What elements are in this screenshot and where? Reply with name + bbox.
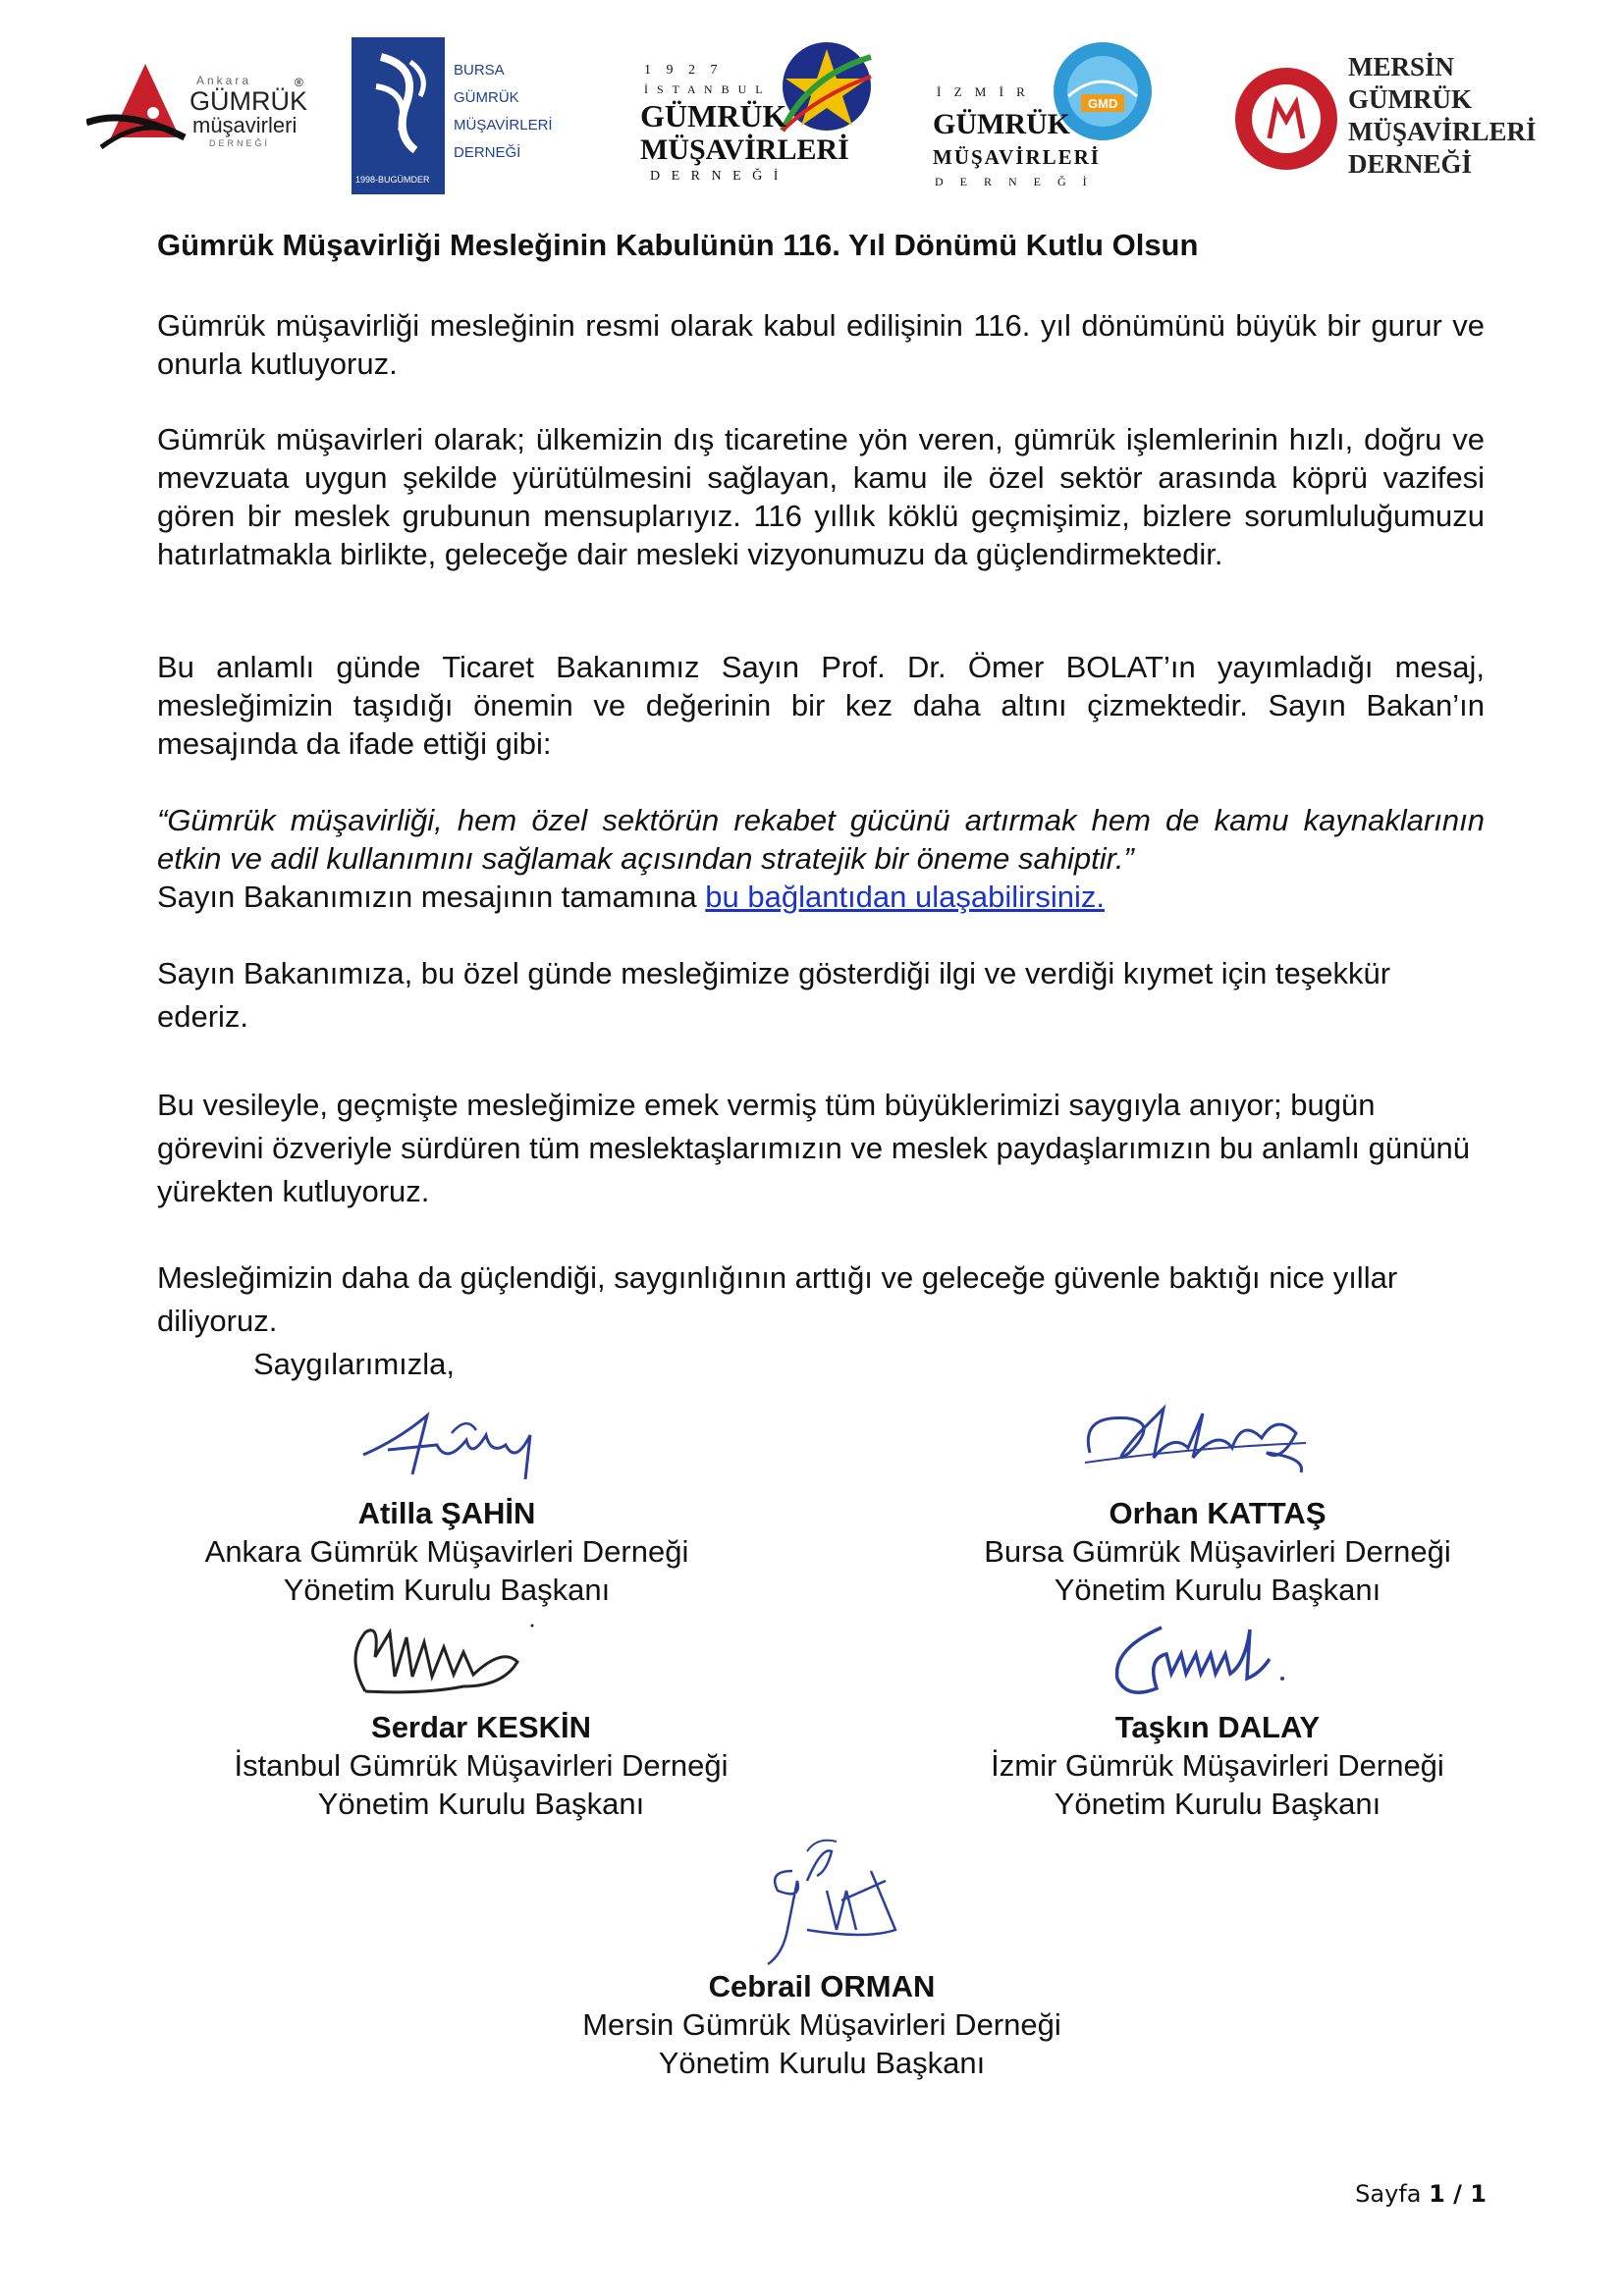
mersin-logo: [1232, 37, 1537, 194]
mersin-line-3: MÜŞAVİRLERİ: [1348, 117, 1537, 146]
letter-title: Gümrük Müşavirliği Mesleğinin Kabulünün 116. Yıl Dönümü Kutlu Olsun: [157, 228, 1199, 262]
signatory-name: Taşkın DALAY: [1114, 1710, 1321, 1744]
ankara-small-text: Ankara: [196, 74, 252, 87]
paragraph-7: Mesleğimizin daha da güçlendiği, saygınlığının arttığı ve geleceğe güvenle baktığı nice yıllar diliyoruz.: [157, 1260, 1398, 1338]
signatory-role: Yönetim Kurulu Başkanı: [1054, 1787, 1381, 1821]
signatory-org: Bursa Gümrük Müşavirleri Derneği: [984, 1534, 1451, 1569]
paragraph-5: Sayın Bakanımıza, bu özel günde mesleğimize gösterdiği ilgi ve verdiği kıymet için teşekkür ederiz.: [157, 956, 1391, 1034]
istanbul-line-1: GÜMRÜK: [640, 98, 787, 133]
ankara-main-text: GÜMRÜK: [189, 86, 307, 116]
signatory-role: Yönetim Kurulu Başkanı: [1054, 1573, 1381, 1607]
link-prefix: Sayın Bakanımızın mesajının tamamına: [157, 880, 706, 914]
signatory-role: Yönetim Kurulu Başkanı: [317, 1787, 645, 1821]
izmir-line-3: D E R N E Ğ İ: [935, 175, 1094, 188]
izmir-logo: [933, 37, 1159, 194]
signatory-keskin: [182, 1708, 781, 1823]
page-total: 1: [1470, 2180, 1487, 2208]
signature-keskin: [346, 1618, 542, 1706]
bursa-line-1: BURSA: [454, 62, 505, 79]
mersin-logo-text: [1348, 51, 1537, 181]
signatory-sahin: [147, 1494, 746, 1609]
page-prefix: Sayfa: [1355, 2180, 1430, 2208]
istanbul-emblem: [778, 37, 876, 135]
page-separator: /: [1444, 2180, 1471, 2208]
ankara-sub-text: müşavirleri: [192, 113, 298, 137]
paragraph-6: Bu vesileyle, geçmişte mesleğimize emek vermiş tüm büyüklerimizi saygıyla anıyor; bugün görevini özveriyle sürdüren tüm meslektaşlarımızın ve meslek paydaşlarımızın bu anlamlı gününü yürekten kutluyoruz.: [157, 1088, 1471, 1208]
quote-block: [157, 801, 1485, 878]
bursa-emblem: [352, 37, 445, 165]
mersin-line-4: DERNEĞİ: [1348, 149, 1473, 179]
izmir-line-2: MÜŞAVİRLERİ: [933, 145, 1101, 169]
istanbul-logo: [640, 37, 876, 194]
signatory-org: İstanbul Gümrük Müşavirleri Derneği: [234, 1748, 729, 1783]
signatory-name: Orhan KATTAŞ: [1109, 1496, 1326, 1530]
bursa-year: 1998-BUGÜMDER: [355, 175, 430, 185]
link-line: [157, 878, 1485, 916]
paragraph-3: Bu anlamlı günde Ticaret Bakanımız Sayın Prof. Dr. Ömer BOLAT’ın yayımladığı mesaj, mesleğimizin taşıdığı önemin ve değerinin bir kez daha altını çizmektedir. Sayın Bakan’ın mesajında da ifade ettiği gibi:: [157, 650, 1485, 761]
signatory-orman: [517, 1967, 1126, 2082]
signatory-org: Ankara Gümrük Müşavirleri Derneği: [204, 1534, 689, 1569]
ankara-reg-mark: ®: [295, 76, 303, 89]
minister-quote: “Gümrük müşavirliği, hem özel sektörün rekabet gücünü artırmak hem de kamu kaynaklarının etkin ve adil kullanımını sağlamak açısından stratejik bir öneme sahiptir.”: [157, 803, 1485, 876]
signature-dalay: [1098, 1620, 1294, 1703]
bursa-logo-text: [454, 57, 553, 167]
istanbul-year: 1 9 2 7: [644, 63, 724, 78]
signatory-role: Yönetim Kurulu Başkanı: [658, 2046, 986, 2080]
signatory-name: Cebrail ORMAN: [708, 1969, 936, 2003]
paragraph-2: Gümrük müşavirleri olarak; ülkemizin dış ticaretine yön veren, gümrük işlemlerinin hızlı, doğru ve mevzuata uygun şekilde yürütülmesini sağlayan, kamu ile özel sektör arasında köprü vazifesi gören bir meslek grubunun mensuplarıyız. 116 yıllık köklü geçmişimiz, bizlere sorumluluğumuzu hatırlatmakla birlikte, geleceğe dair mesleki vizyonumuzu da güçlendirmektedir.: [157, 422, 1485, 571]
signatory-kattas: [913, 1494, 1522, 1609]
signatory-dalay: [913, 1708, 1522, 1823]
page-current: 1: [1429, 2180, 1445, 2208]
bursa-logo-mark: [352, 37, 445, 194]
ankara-logo: [86, 54, 322, 172]
istanbul-line-3: D E R N E Ğ İ: [650, 169, 783, 184]
signature-orman: [748, 1832, 935, 1969]
signature-kattas: [1070, 1394, 1326, 1482]
izmir-badge: GMD: [1088, 96, 1118, 111]
istanbul-city: İ S T A N B U L: [644, 82, 766, 96]
closing-text: Saygılarımızla,: [253, 1347, 456, 1381]
signatory-name: Atilla ŞAHİN: [357, 1496, 536, 1530]
istanbul-line-2: MÜŞAVİRLERİ: [640, 133, 849, 166]
izmir-line-1: GÜMRÜK: [933, 108, 1070, 140]
izmir-city: İ Z M İ R: [937, 84, 1030, 99]
mersin-seal-emblem: [1232, 42, 1340, 194]
page-number: [1355, 2180, 1487, 2208]
message-link[interactable]: bu bağlantıdan ulaşabilirsiniz.: [705, 880, 1105, 914]
ankara-tiny-text: DERNEĞİ: [209, 138, 271, 148]
bursa-logo: [352, 37, 553, 194]
signatory-org: Mersin Gümrük Müşavirleri Derneği: [582, 2007, 1061, 2042]
bursa-line-3: MÜŞAVİRLERİ: [454, 117, 553, 133]
bursa-line-2: GÜMRÜK: [454, 89, 519, 106]
bursa-line-4: DERNEĞİ: [454, 144, 521, 161]
mersin-line-2: GÜMRÜK: [1348, 84, 1472, 114]
paragraph-1: Gümrük müşavirliği mesleğinin resmi olarak kabul edilişinin 116. yıl dönümünü büyük bir gurur ve onurla kutluyoruz.: [157, 308, 1485, 381]
signature-sahin: [358, 1406, 565, 1484]
mersin-line-1: MERSİN: [1348, 52, 1455, 81]
signatory-name: Serdar KESKİN: [371, 1710, 591, 1744]
signatory-org: İzmir Gümrük Müşavirleri Derneği: [991, 1748, 1444, 1783]
signatory-role: Yönetim Kurulu Başkanı: [283, 1573, 611, 1607]
